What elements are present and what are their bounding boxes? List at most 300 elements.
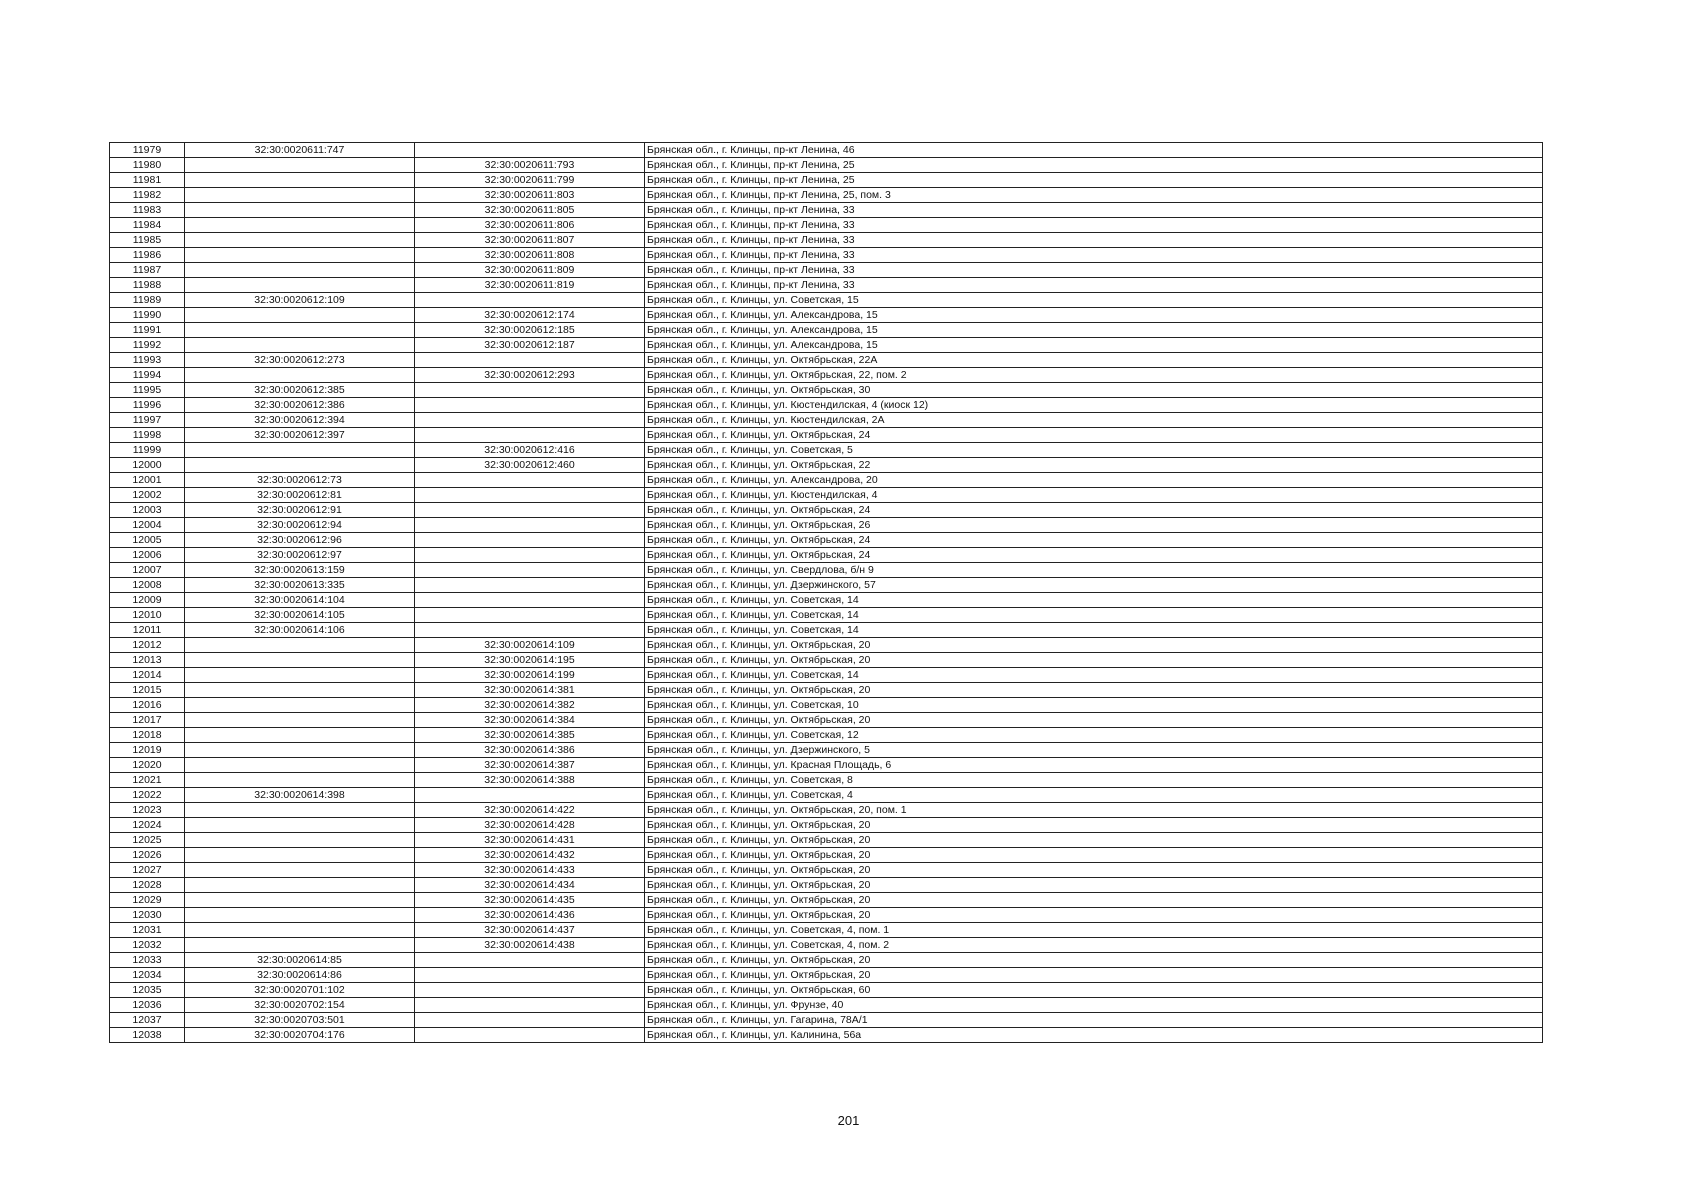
table-row [110, 1028, 1543, 1043]
table-row [110, 623, 1543, 638]
table-row [110, 188, 1543, 203]
row-number-cell: 12005 [110, 533, 185, 548]
table-row [110, 863, 1543, 878]
address-cell: Брянская обл., г. Клинцы, ул. Советская, 14 [645, 593, 1543, 608]
address-cell: Брянская обл., г. Клинцы, ул. Октябрьская, 20 [645, 713, 1543, 728]
address-cell: Брянская обл., г. Клинцы, ул. Советская, 8 [645, 773, 1543, 788]
cadastral-number-related-cell: 32:30:0020614:428 [415, 818, 645, 833]
row-number-cell: 12038 [110, 1028, 185, 1043]
address-cell: Брянская обл., г. Клинцы, ул. Октябрьская, 20 [645, 968, 1543, 983]
address-cell: Брянская обл., г. Клинцы, ул. Октябрьская, 20 [645, 863, 1543, 878]
cadastral-number-cell [185, 773, 415, 788]
cadastral-number-related-cell [415, 473, 645, 488]
cadastral-number-cell [185, 278, 415, 293]
table-row [110, 668, 1543, 683]
cadastral-number-cell: 32:30:0020611:747 [185, 143, 415, 158]
table-row [110, 893, 1543, 908]
address-cell: Брянская обл., г. Клинцы, ул. Октябрьская, 24 [645, 503, 1543, 518]
cadastral-number-cell: 32:30:0020612:109 [185, 293, 415, 308]
cadastral-number-cell [185, 893, 415, 908]
address-cell: Брянская обл., г. Клинцы, ул. Октябрьская, 20 [645, 953, 1543, 968]
row-number-cell: 12001 [110, 473, 185, 488]
table-row [110, 488, 1543, 503]
cadastral-number-related-cell [415, 968, 645, 983]
table-row [110, 743, 1543, 758]
cadastral-number-related-cell: 32:30:0020614:388 [415, 773, 645, 788]
cadastral-number-related-cell [415, 413, 645, 428]
cadastral-number-related-cell: 32:30:0020612:187 [415, 338, 645, 353]
table-row [110, 248, 1543, 263]
address-cell: Брянская обл., г. Клинцы, ул. Свердлова, б/н 9 [645, 563, 1543, 578]
cadastral-number-cell [185, 938, 415, 953]
cadastral-number-cell: 32:30:0020614:106 [185, 623, 415, 638]
cadastral-number-cell [185, 248, 415, 263]
cadastral-number-related-cell [415, 518, 645, 533]
cadastral-number-cell [185, 443, 415, 458]
cadastral-number-related-cell: 32:30:0020614:422 [415, 803, 645, 818]
cadastral-number-cell [185, 743, 415, 758]
address-cell: Брянская обл., г. Клинцы, ул. Гагарина, 78А/1 [645, 1013, 1543, 1028]
row-number-cell: 12023 [110, 803, 185, 818]
row-number-cell: 11994 [110, 368, 185, 383]
table-row [110, 608, 1543, 623]
cadastral-number-related-cell: 32:30:0020614:432 [415, 848, 645, 863]
table-row [110, 848, 1543, 863]
cadastral-number-cell: 32:30:0020612:273 [185, 353, 415, 368]
cadastral-number-cell [185, 233, 415, 248]
row-number-cell: 12021 [110, 773, 185, 788]
address-cell: Брянская обл., г. Клинцы, ул. Александрова, 15 [645, 323, 1543, 338]
cadastral-number-related-cell: 32:30:0020614:109 [415, 638, 645, 653]
table-row [110, 803, 1543, 818]
address-cell: Брянская обл., г. Клинцы, ул. Октябрьская, 24 [645, 428, 1543, 443]
row-number-cell: 12029 [110, 893, 185, 908]
row-number-cell: 12014 [110, 668, 185, 683]
table-row [110, 458, 1543, 473]
row-number-cell: 12000 [110, 458, 185, 473]
row-number-cell: 11979 [110, 143, 185, 158]
cadastral-number-cell: 32:30:0020614:85 [185, 953, 415, 968]
cadastral-number-cell: 32:30:0020612:385 [185, 383, 415, 398]
row-number-cell: 11980 [110, 158, 185, 173]
address-cell: Брянская обл., г. Клинцы, ул. Советская, 10 [645, 698, 1543, 713]
table-row [110, 758, 1543, 773]
cadastral-number-related-cell: 32:30:0020614:385 [415, 728, 645, 743]
table-row [110, 773, 1543, 788]
cadastral-number-cell [185, 728, 415, 743]
table-row [110, 323, 1543, 338]
row-number-cell: 12003 [110, 503, 185, 518]
table-row [110, 278, 1543, 293]
row-number-cell: 11998 [110, 428, 185, 443]
cadastral-number-cell [185, 458, 415, 473]
cadastral-number-related-cell: 32:30:0020611:806 [415, 218, 645, 233]
cadastral-number-related-cell [415, 623, 645, 638]
cadastral-number-cell [185, 218, 415, 233]
cadastral-number-cell [185, 203, 415, 218]
cadastral-number-cell [185, 668, 415, 683]
row-number-cell: 11981 [110, 173, 185, 188]
cadastral-number-related-cell [415, 788, 645, 803]
row-number-cell: 12009 [110, 593, 185, 608]
row-number-cell: 12010 [110, 608, 185, 623]
table-row [110, 443, 1543, 458]
cadastral-number-related-cell: 32:30:0020612:460 [415, 458, 645, 473]
table-row [110, 413, 1543, 428]
table-row [110, 938, 1543, 953]
row-number-cell: 12008 [110, 578, 185, 593]
address-cell: Брянская обл., г. Клинцы, пр-кт Ленина, 33 [645, 263, 1543, 278]
cadastral-number-related-cell: 32:30:0020611:808 [415, 248, 645, 263]
address-cell: Брянская обл., г. Клинцы, ул. Октябрьская, 20 [645, 848, 1543, 863]
table-row [110, 353, 1543, 368]
table-row [110, 203, 1543, 218]
cadastral-number-related-cell: 32:30:0020611:809 [415, 263, 645, 278]
table-row [110, 263, 1543, 278]
cadastral-number-related-cell: 32:30:0020614:434 [415, 878, 645, 893]
row-number-cell: 11987 [110, 263, 185, 278]
row-number-cell: 12028 [110, 878, 185, 893]
table-row [110, 683, 1543, 698]
cadastral-number-cell [185, 923, 415, 938]
row-number-cell: 12031 [110, 923, 185, 938]
table-row [110, 878, 1543, 893]
row-number-cell: 11996 [110, 398, 185, 413]
cadastral-number-cell: 32:30:0020612:394 [185, 413, 415, 428]
cadastral-number-related-cell: 32:30:0020611:799 [415, 173, 645, 188]
address-cell: Брянская обл., г. Клинцы, пр-кт Ленина, 33 [645, 233, 1543, 248]
table-row [110, 653, 1543, 668]
address-cell: Брянская обл., г. Клинцы, ул. Калинина, 56а [645, 1028, 1543, 1043]
cadastral-number-related-cell [415, 563, 645, 578]
cadastral-number-cell: 32:30:0020612:91 [185, 503, 415, 518]
address-cell: Брянская обл., г. Клинцы, ул. Октябрьская, 20 [645, 683, 1543, 698]
row-number-cell: 12019 [110, 743, 185, 758]
cadastral-number-related-cell [415, 953, 645, 968]
row-number-cell: 11992 [110, 338, 185, 353]
row-number-cell: 11982 [110, 188, 185, 203]
address-cell: Брянская обл., г. Клинцы, ул. Дзержинского, 57 [645, 578, 1543, 593]
table-row [110, 833, 1543, 848]
row-number-cell: 12004 [110, 518, 185, 533]
cadastral-number-related-cell [415, 578, 645, 593]
cadastral-number-related-cell [415, 1013, 645, 1028]
row-number-cell: 11988 [110, 278, 185, 293]
table-row [110, 218, 1543, 233]
address-cell: Брянская обл., г. Клинцы, ул. Кюстендилская, 4 (киоск 12) [645, 398, 1543, 413]
cadastral-number-related-cell: 32:30:0020614:386 [415, 743, 645, 758]
table-row [110, 428, 1543, 443]
address-cell: Брянская обл., г. Клинцы, ул. Советская, 4 [645, 788, 1543, 803]
table-row [110, 473, 1543, 488]
row-number-cell: 12018 [110, 728, 185, 743]
address-cell: Брянская обл., г. Клинцы, ул. Советская, 14 [645, 608, 1543, 623]
row-number-cell: 11990 [110, 308, 185, 323]
cadastral-number-related-cell: 32:30:0020614:382 [415, 698, 645, 713]
cadastral-number-related-cell [415, 1028, 645, 1043]
address-cell: Брянская обл., г. Клинцы, пр-кт Ленина, 33 [645, 278, 1543, 293]
cadastral-number-related-cell: 32:30:0020611:807 [415, 233, 645, 248]
table-row [110, 533, 1543, 548]
cadastral-number-related-cell [415, 143, 645, 158]
row-number-cell: 12011 [110, 623, 185, 638]
table-row [110, 548, 1543, 563]
cadastral-number-cell [185, 158, 415, 173]
address-cell: Брянская обл., г. Клинцы, пр-кт Ленина, 46 [645, 143, 1543, 158]
address-cell: Брянская обл., г. Клинцы, ул. Кюстендилская, 4 [645, 488, 1543, 503]
address-cell: Брянская обл., г. Клинцы, ул. Александрова, 15 [645, 308, 1543, 323]
cadastral-number-cell [185, 173, 415, 188]
row-number-cell: 12024 [110, 818, 185, 833]
cadastral-number-related-cell: 32:30:0020614:438 [415, 938, 645, 953]
address-cell: Брянская обл., г. Клинцы, ул. Октябрьская, 20 [645, 638, 1543, 653]
cadastral-number-cell: 32:30:0020612:96 [185, 533, 415, 548]
cadastral-number-related-cell [415, 383, 645, 398]
table-row [110, 143, 1543, 158]
cadastral-number-cell: 32:30:0020614:398 [185, 788, 415, 803]
table-row [110, 293, 1543, 308]
table-row [110, 563, 1543, 578]
row-number-cell: 11997 [110, 413, 185, 428]
cadastral-number-related-cell: 32:30:0020614:436 [415, 908, 645, 923]
row-number-cell: 12034 [110, 968, 185, 983]
address-cell: Брянская обл., г. Клинцы, ул. Октябрьская, 22, пом. 2 [645, 368, 1543, 383]
cadastral-number-related-cell: 32:30:0020612:174 [415, 308, 645, 323]
cadastral-number-related-cell: 32:30:0020612:416 [415, 443, 645, 458]
table-row [110, 983, 1543, 998]
row-number-cell: 12002 [110, 488, 185, 503]
address-cell: Брянская обл., г. Клинцы, ул. Октябрьская, 60 [645, 983, 1543, 998]
cadastral-number-related-cell: 32:30:0020611:793 [415, 158, 645, 173]
table-row [110, 1013, 1543, 1028]
cadastral-number-cell [185, 818, 415, 833]
address-cell: Брянская обл., г. Клинцы, ул. Октябрьская, 20, пом. 1 [645, 803, 1543, 818]
row-number-cell: 11985 [110, 233, 185, 248]
address-cell: Брянская обл., г. Клинцы, ул. Советская, 14 [645, 668, 1543, 683]
address-cell: Брянская обл., г. Клинцы, пр-кт Ленина, 25, пом. 3 [645, 188, 1543, 203]
row-number-cell: 12035 [110, 983, 185, 998]
address-cell: Брянская обл., г. Клинцы, ул. Октябрьская, 24 [645, 548, 1543, 563]
address-cell: Брянская обл., г. Клинцы, ул. Александрова, 15 [645, 338, 1543, 353]
table-row [110, 593, 1543, 608]
address-cell: Брянская обл., г. Клинцы, ул. Октябрьская, 20 [645, 878, 1543, 893]
row-number-cell: 12013 [110, 653, 185, 668]
address-cell: Брянская обл., г. Клинцы, ул. Дзержинского, 5 [645, 743, 1543, 758]
row-number-cell: 12022 [110, 788, 185, 803]
cadastral-number-related-cell: 32:30:0020614:433 [415, 863, 645, 878]
cadastral-number-cell: 32:30:0020612:81 [185, 488, 415, 503]
cadastral-number-cell [185, 338, 415, 353]
table-row [110, 923, 1543, 938]
cadastral-number-cell [185, 713, 415, 728]
row-number-cell: 12030 [110, 908, 185, 923]
registry-table [109, 142, 1543, 1043]
cadastral-number-related-cell [415, 503, 645, 518]
row-number-cell: 12016 [110, 698, 185, 713]
cadastral-number-related-cell: 32:30:0020614:384 [415, 713, 645, 728]
table-row [110, 818, 1543, 833]
address-cell: Брянская обл., г. Клинцы, ул. Советская, 4, пом. 1 [645, 923, 1543, 938]
row-number-cell: 12033 [110, 953, 185, 968]
cadastral-number-related-cell: 32:30:0020611:819 [415, 278, 645, 293]
address-cell: Брянская обл., г. Клинцы, ул. Октябрьская, 22А [645, 353, 1543, 368]
cadastral-number-related-cell: 32:30:0020614:435 [415, 893, 645, 908]
table-row [110, 173, 1543, 188]
row-number-cell: 12020 [110, 758, 185, 773]
address-cell: Брянская обл., г. Клинцы, ул. Октябрьская, 26 [645, 518, 1543, 533]
table-row [110, 788, 1543, 803]
row-number-cell: 12015 [110, 683, 185, 698]
cadastral-number-related-cell [415, 983, 645, 998]
address-cell: Брянская обл., г. Клинцы, ул. Советская, 12 [645, 728, 1543, 743]
address-cell: Брянская обл., г. Клинцы, ул. Красная Площадь, 6 [645, 758, 1543, 773]
cadastral-number-related-cell [415, 398, 645, 413]
address-cell: Брянская обл., г. Клинцы, ул. Октябрьская, 20 [645, 653, 1543, 668]
cadastral-number-cell [185, 848, 415, 863]
address-cell: Брянская обл., г. Клинцы, ул. Октябрьская, 22 [645, 458, 1543, 473]
row-number-cell: 12032 [110, 938, 185, 953]
row-number-cell: 11986 [110, 248, 185, 263]
address-cell: Брянская обл., г. Клинцы, ул. Александрова, 20 [645, 473, 1543, 488]
cadastral-number-related-cell [415, 608, 645, 623]
address-cell: Брянская обл., г. Клинцы, ул. Октябрьская, 20 [645, 893, 1543, 908]
row-number-cell: 11991 [110, 323, 185, 338]
row-number-cell: 12026 [110, 848, 185, 863]
cadastral-number-cell [185, 878, 415, 893]
address-cell: Брянская обл., г. Клинцы, пр-кт Ленина, 33 [645, 203, 1543, 218]
cadastral-number-related-cell [415, 428, 645, 443]
cadastral-number-cell [185, 863, 415, 878]
cadastral-number-related-cell [415, 488, 645, 503]
row-number-cell: 12017 [110, 713, 185, 728]
cadastral-number-cell: 32:30:0020702:154 [185, 998, 415, 1013]
cadastral-number-cell: 32:30:0020612:73 [185, 473, 415, 488]
address-cell: Брянская обл., г. Клинцы, пр-кт Ленина, 25 [645, 173, 1543, 188]
address-cell: Брянская обл., г. Клинцы, ул. Кюстендилская, 2А [645, 413, 1543, 428]
cadastral-number-cell [185, 308, 415, 323]
table-row [110, 158, 1543, 173]
table-row [110, 368, 1543, 383]
address-cell: Брянская обл., г. Клинцы, пр-кт Ленина, 33 [645, 248, 1543, 263]
row-number-cell: 12036 [110, 998, 185, 1013]
table-row [110, 908, 1543, 923]
cadastral-number-cell: 32:30:0020612:94 [185, 518, 415, 533]
address-cell: Брянская обл., г. Клинцы, ул. Советская, 15 [645, 293, 1543, 308]
cadastral-number-related-cell [415, 998, 645, 1013]
table-row [110, 398, 1543, 413]
cadastral-number-cell [185, 683, 415, 698]
table-row [110, 998, 1543, 1013]
cadastral-number-cell [185, 323, 415, 338]
cadastral-number-related-cell [415, 353, 645, 368]
cadastral-number-cell: 32:30:0020614:86 [185, 968, 415, 983]
cadastral-number-related-cell [415, 548, 645, 563]
address-cell: Брянская обл., г. Клинцы, ул. Советская, 14 [645, 623, 1543, 638]
cadastral-number-cell [185, 653, 415, 668]
address-cell: Брянская обл., г. Клинцы, пр-кт Ленина, 33 [645, 218, 1543, 233]
cadastral-number-related-cell [415, 533, 645, 548]
address-cell: Брянская обл., г. Клинцы, пр-кт Ленина, 25 [645, 158, 1543, 173]
cadastral-number-cell: 32:30:0020704:176 [185, 1028, 415, 1043]
row-number-cell: 12006 [110, 548, 185, 563]
table-row [110, 953, 1543, 968]
cadastral-number-related-cell [415, 293, 645, 308]
cadastral-number-cell [185, 368, 415, 383]
cadastral-number-cell: 32:30:0020613:159 [185, 563, 415, 578]
cadastral-number-cell [185, 908, 415, 923]
address-cell: Брянская обл., г. Клинцы, ул. Советская, 4, пом. 2 [645, 938, 1543, 953]
cadastral-number-related-cell: 32:30:0020614:387 [415, 758, 645, 773]
table-row [110, 518, 1543, 533]
row-number-cell: 12027 [110, 863, 185, 878]
cadastral-number-cell: 32:30:0020613:335 [185, 578, 415, 593]
cadastral-number-cell: 32:30:0020701:102 [185, 983, 415, 998]
address-cell: Брянская обл., г. Клинцы, ул. Октябрьская, 30 [645, 383, 1543, 398]
row-number-cell: 12037 [110, 1013, 185, 1028]
cadastral-number-cell: 32:30:0020612:397 [185, 428, 415, 443]
cadastral-number-cell: 32:30:0020614:105 [185, 608, 415, 623]
table-row [110, 503, 1543, 518]
row-number-cell: 12012 [110, 638, 185, 653]
cadastral-number-cell [185, 638, 415, 653]
cadastral-number-related-cell: 32:30:0020614:381 [415, 683, 645, 698]
address-cell: Брянская обл., г. Клинцы, ул. Советская, 5 [645, 443, 1543, 458]
address-cell: Брянская обл., г. Клинцы, ул. Фрунзе, 40 [645, 998, 1543, 1013]
row-number-cell: 11999 [110, 443, 185, 458]
cadastral-number-related-cell: 32:30:0020614:437 [415, 923, 645, 938]
cadastral-number-related-cell: 32:30:0020612:293 [415, 368, 645, 383]
table-row [110, 578, 1543, 593]
cadastral-number-cell: 32:30:0020612:386 [185, 398, 415, 413]
cadastral-number-related-cell [415, 593, 645, 608]
table-row [110, 338, 1543, 353]
registry-table-body [110, 143, 1543, 1043]
row-number-cell: 12007 [110, 563, 185, 578]
table-row [110, 698, 1543, 713]
row-number-cell: 11989 [110, 293, 185, 308]
cadastral-number-related-cell: 32:30:0020614:195 [415, 653, 645, 668]
table-row [110, 308, 1543, 323]
address-cell: Брянская обл., г. Клинцы, ул. Октябрьская, 20 [645, 818, 1543, 833]
row-number-cell: 11995 [110, 383, 185, 398]
cadastral-number-related-cell: 32:30:0020611:805 [415, 203, 645, 218]
cadastral-number-cell [185, 698, 415, 713]
cadastral-number-cell: 32:30:0020612:97 [185, 548, 415, 563]
cadastral-number-related-cell: 32:30:0020614:199 [415, 668, 645, 683]
row-number-cell: 11993 [110, 353, 185, 368]
cadastral-number-cell [185, 188, 415, 203]
table-row [110, 713, 1543, 728]
cadastral-number-cell [185, 263, 415, 278]
cadastral-number-related-cell: 32:30:0020611:803 [415, 188, 645, 203]
address-cell: Брянская обл., г. Клинцы, ул. Октябрьская, 24 [645, 533, 1543, 548]
cadastral-number-cell [185, 833, 415, 848]
table-row [110, 383, 1543, 398]
cadastral-number-related-cell: 32:30:0020614:431 [415, 833, 645, 848]
cadastral-number-cell [185, 803, 415, 818]
page-number: 201 [837, 1113, 860, 1128]
cadastral-number-cell: 32:30:0020614:104 [185, 593, 415, 608]
row-number-cell: 11984 [110, 218, 185, 233]
table-row [110, 728, 1543, 743]
table-row [110, 968, 1543, 983]
row-number-cell: 12025 [110, 833, 185, 848]
address-cell: Брянская обл., г. Клинцы, ул. Октябрьская, 20 [645, 833, 1543, 848]
cadastral-number-cell [185, 758, 415, 773]
table-row [110, 638, 1543, 653]
row-number-cell: 11983 [110, 203, 185, 218]
table-row [110, 233, 1543, 248]
